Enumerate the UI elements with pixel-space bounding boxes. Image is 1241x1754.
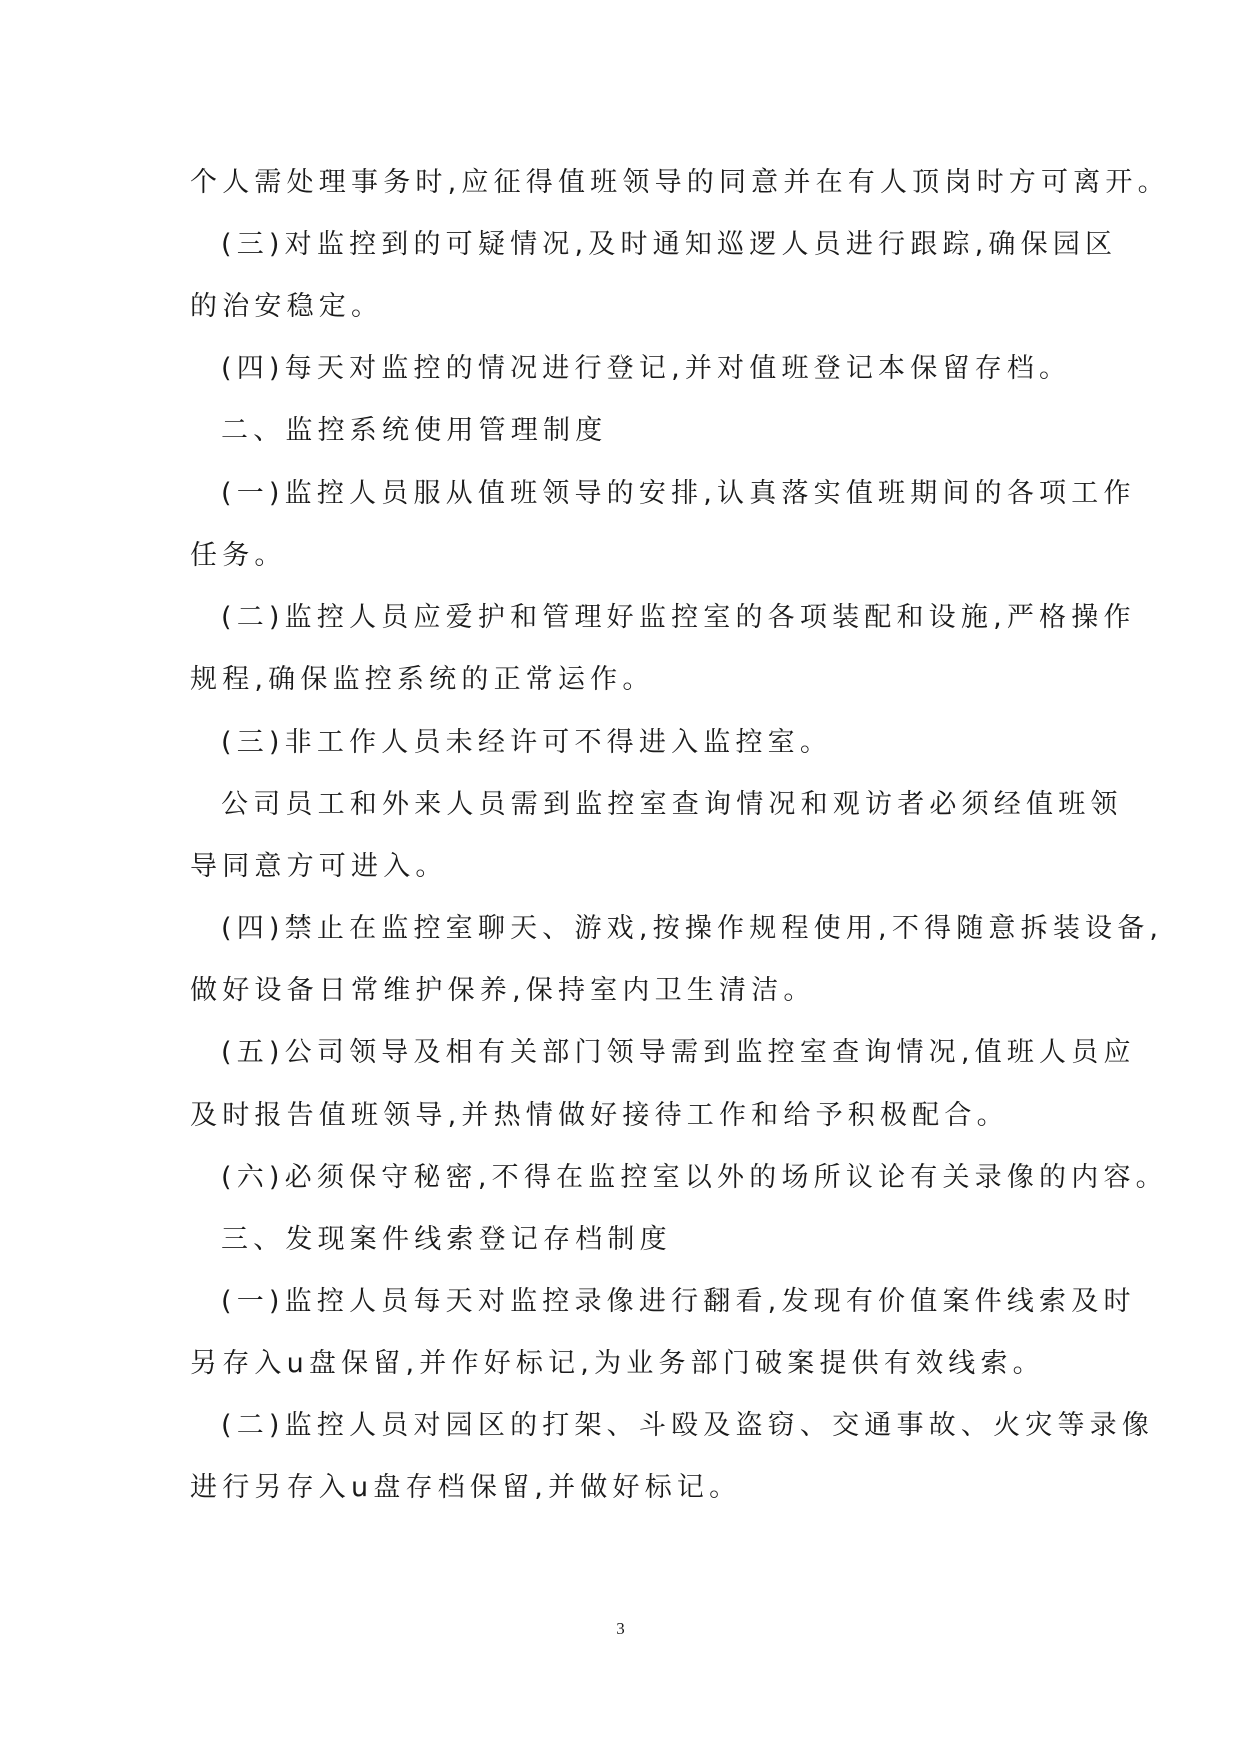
page-number: 3 [616,1619,625,1638]
paragraph-line: (六)必须保守秘密,不得在监控室以外的场所议论有关录像的内容。 [221,1162,1168,1193]
paragraph-line: (三)非工作人员未经许可不得进入监控室。 [221,727,833,758]
paragraph-line: (三)对监控到的可疑情况,及时通知巡逻人员进行跟踪,确保园区 [221,229,1118,260]
paragraph-line: 及时报告值班领导,并热情做好接待工作和给予积极配合。 [190,1100,1009,1131]
paragraph-line: 的治安稳定。 [190,291,384,322]
section-heading: 三、发现案件线索登记存档制度 [221,1224,672,1255]
paragraph-line: (二)监控人员应爱护和管理好监控室的各项装配和设施,严格操作 [221,602,1136,633]
paragraph-line: (二)监控人员对园区的打架、斗殴及盗窃、交通事故、火灾等录像 [221,1410,1155,1441]
paragraph-line: (四)每天对监控的情况进行登记,并对值班登记本保留存档。 [221,353,1072,384]
paragraph-line: (一)监控人员每天对监控录像进行翻看,发现有价值案件线索及时 [221,1286,1136,1317]
section-heading: 二、监控系统使用管理制度 [221,415,608,446]
paragraph-line: 进行另存入u盘存档保留,并做好标记。 [190,1472,742,1503]
paragraph-line: 个人需处理事务时,应征得值班领导的同意并在有人顶岗时方可离开。 [190,167,1170,198]
paragraph-line: 做好设备日常维护保养,保持室内卫生清洁。 [190,975,816,1006]
paragraph-line: (五)公司领导及相有关部门领导需到监控室查询情况,值班人员应 [221,1037,1136,1068]
paragraph-line: 公司员工和外来人员需到监控室查询情况和观访者必须经值班领 [221,789,1123,820]
paragraph-line: (四)禁止在监控室聊天、游戏,按操作规程使用,不得随意拆装设备, [221,913,1164,944]
paragraph-line: 导同意方可进入。 [190,851,448,882]
paragraph-line: (一)监控人员服从值班领导的安排,认真落实值班期间的各项工作 [221,478,1136,509]
paragraph-line: 任务。 [190,540,287,571]
paragraph-line: 规程,确保监控系统的正常运作。 [190,664,655,695]
paragraph-line: 另存入u盘保留,并作好标记,为业务部门破案提供有效线索。 [190,1348,1045,1379]
